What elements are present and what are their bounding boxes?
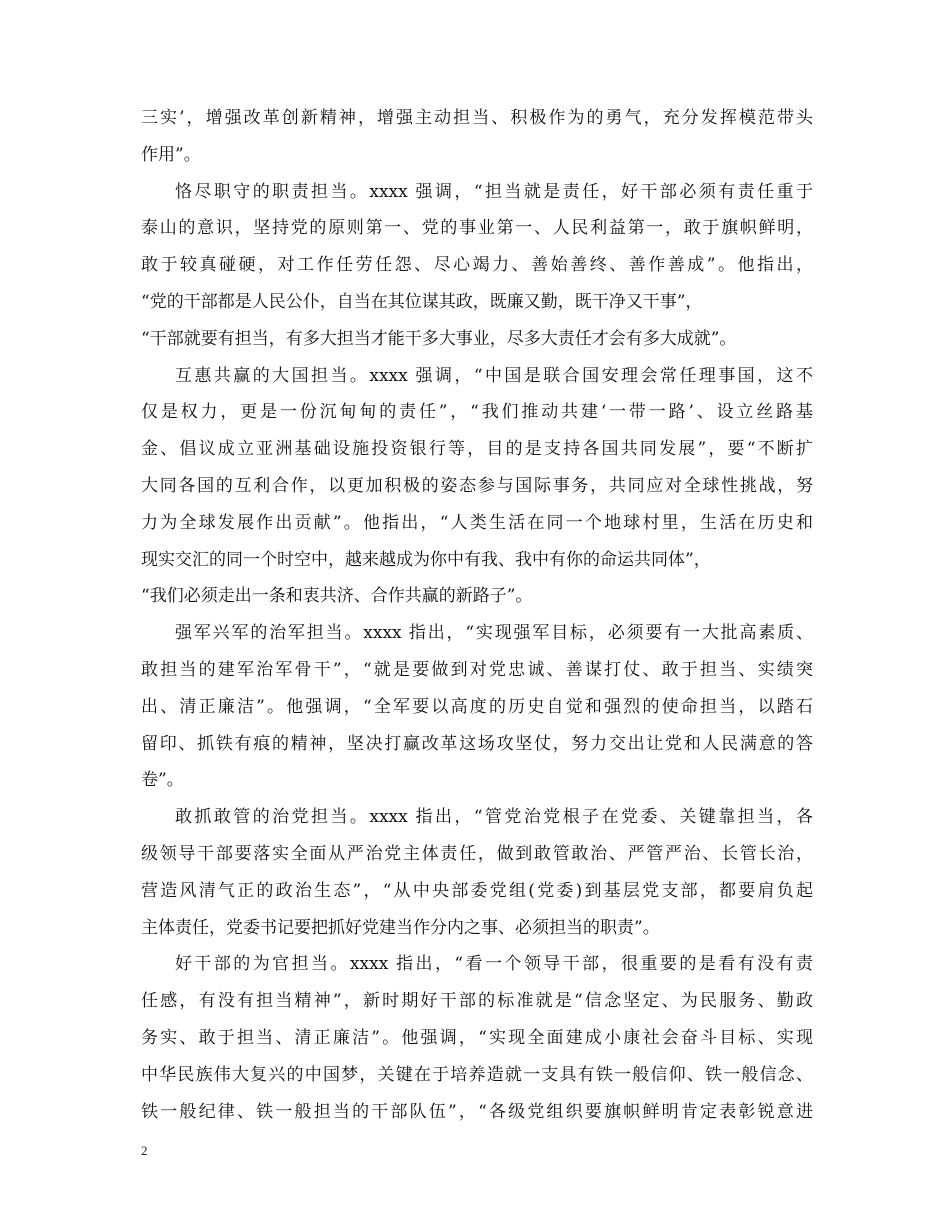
text-line: 泰山的意识，坚持党的原则第一、党的事业第一、人民利益第一，敢于旗帜鲜明， bbox=[141, 218, 813, 239]
paragraph-first-line: 敢抓敢管的治党担当。xxxx 指出，“管党治党根子在党委、关键靠担当，各 bbox=[175, 807, 813, 828]
text-line: 大同各国的互利合作，以更加积极的姿态参与国际事务，共同应对全球性挑战，努 bbox=[141, 475, 813, 496]
text-line: 务实、敢于担当、清正廉洁”。他强调，“实现全面建成小康社会奋斗目标、实现 bbox=[141, 1027, 813, 1048]
text-line: 出、清正廉洁”。他强调，“全军要以高度的历史自觉和强烈的使命担当，以踏石 bbox=[141, 696, 813, 717]
paragraph-first-line: 互惠共赢的大国担当。xxxx 强调，“中国是联合国安理会常任理事国，这不 bbox=[175, 365, 813, 386]
body-text bbox=[141, 100, 813, 1130]
text-line: 金、倡议成立亚洲基础设施投资银行等，目的是支持各国共同发展”，要“不断扩 bbox=[141, 439, 813, 460]
text-line: 级领导干部要落实全面从严治党主体责任，做到敢管敢治、严管严治、长管长治， bbox=[141, 843, 813, 864]
paragraph-first-line: 恪尽职守的职责担当。xxxx 强调，“担当就是责任，好干部必须有责任重于 bbox=[175, 181, 813, 202]
text-line: “党的干部都是人民公仆，自当在其位谋其政，既廉又勤，既干净又干事”， bbox=[141, 291, 703, 312]
text-line: 营造风清气正的政治生态”，“从中央部委党组(党委)到基层党支部，都要肩负起 bbox=[141, 880, 813, 901]
text-line: 主体责任，党委书记要把抓好党建当作分内之事、必须担当的职责”。 bbox=[141, 917, 660, 938]
text-line: 任感，有没有担当精神”，新时期好干部的标准就是“信念坚定、为民服务、勤政 bbox=[141, 991, 813, 1012]
text-line: 留印、抓铁有痕的精神，坚决打赢改革这场攻坚仗，努力交出让党和人民满意的答 bbox=[141, 733, 813, 754]
text-line: 卷”。 bbox=[141, 770, 184, 791]
text-line: 现实交汇的同一个时空中，越来越成为你中有我、我中有你的命运共同体”， bbox=[141, 549, 711, 570]
text-line: 力为全球发展作出贡献”。他指出，“人类生活在同一个地球村里，生活在历史和 bbox=[141, 512, 813, 533]
text-line: 敢担当的建军治军骨干”，“就是要做到对党忠诚、善谋打仗、敢于担当、实绩突 bbox=[141, 659, 813, 680]
text-line: 敢于较真碰硬，对工作任劳任怨、尽心竭力、善始善终、善作善成”。他指出， bbox=[141, 255, 813, 276]
text-line: 中华民族伟大复兴的中国梦，关键在于培养造就一支具有铁一般信仰、铁一般信念、 bbox=[141, 1064, 813, 1085]
text-line: “我们必须走出一条和衷共济、合作共赢的新路子”。 bbox=[141, 586, 533, 607]
paragraph-first-line: 强军兴军的治军担当。xxxx 指出，“实现强军目标，必须要有一大批高素质、 bbox=[175, 623, 813, 644]
paragraph-first-line: 好干部的为官担当。xxxx 指出，“看一个领导干部，很重要的是看有没有责 bbox=[175, 954, 813, 975]
text-line: 铁一般纪律、铁一般担当的干部队伍”，“各级党组织要旗帜鲜明肯定表彰锐意进 bbox=[141, 1101, 813, 1122]
text-line: 仅是权力，更是一份沉甸甸的责任”，“我们推动共建‘一带一路’、设立丝路基 bbox=[141, 402, 813, 423]
page-number: 2 bbox=[141, 1143, 148, 1158]
text-line: “干部就要有担当，有多大担当才能干多大事业，尽多大责任才会有多大成就”。 bbox=[141, 328, 737, 349]
text-line: 作用”。 bbox=[141, 144, 201, 165]
text-line: 三实’，增强改革创新精神，增强主动担当、积极作为的勇气，充分发挥模范带头 bbox=[141, 108, 813, 128]
